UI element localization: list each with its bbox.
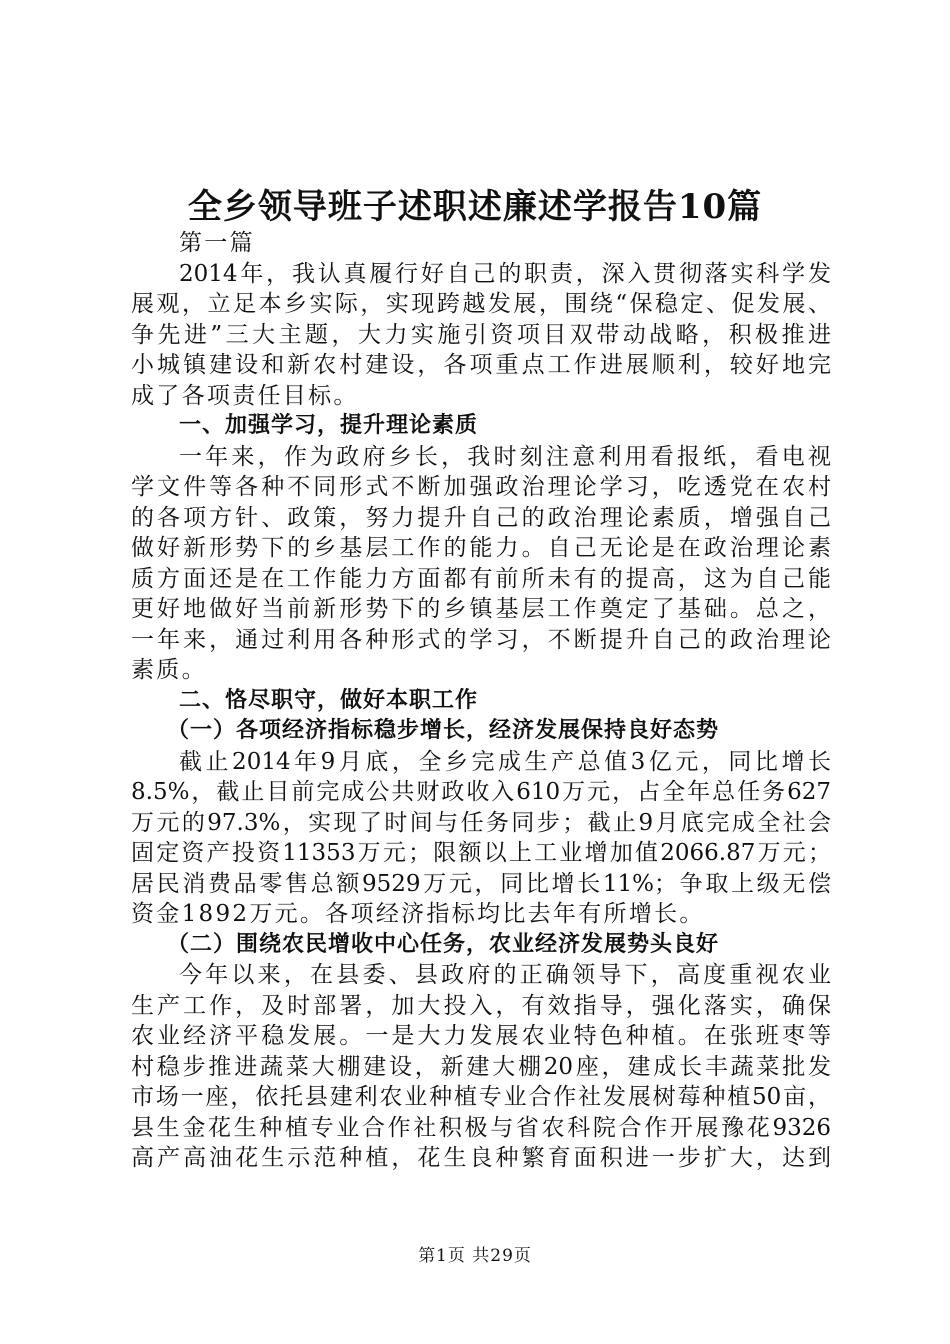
paragraph-line: 农业经济平稳发展。一是大力发展农业特色种植。在张班枣等 <box>131 1023 831 1049</box>
paragraph-line: 万元的97.3%，实现了时间与任务同步；截止9月底完成全社会 <box>131 809 831 836</box>
paragraph-line: 展观，立足本乡实际，实现跨越发展，围绕“保稳定、促发展、 <box>131 291 831 317</box>
paragraph-line: 更好地做好当前新形势下的乡镇基层工作奠定了基础。总之， <box>131 596 831 622</box>
paragraph-line: 质方面还是在工作能力方面都有前所未有的提高，这为自己能 <box>131 565 831 592</box>
section-heading: （一）各项经济指标稳步增长，经济发展保持良好态势 <box>167 718 720 743</box>
paragraph-line: 今年以来，在县委、县政府的正确领导下，高度重视农业 <box>179 962 831 988</box>
paragraph-line: 一年来，作为政府乡长，我时刻注意利用看报纸，看电视 <box>179 443 831 470</box>
page-footer: 第1页 共29页 <box>418 1246 532 1266</box>
paragraph-line: 争先进”三大主题，大力实施引资项目双带动战略，积极推进 <box>131 321 831 348</box>
paragraph-line: 固定资产投资11353万元；限额以上工业增加值2066.87万元； <box>131 840 831 866</box>
paragraph-line: 的各项方针、政策，努力提升自己的政治理论素质，增强自己 <box>131 504 831 531</box>
document-body <box>131 228 831 1174</box>
paragraph-line: 居民消费品零售总额9529万元，同比增长11%；争取上级无偿 <box>131 870 831 897</box>
section-heading: 一、加强学习，提升理论素质 <box>179 413 479 438</box>
paragraph-line: 村稳步推进蔬菜大棚建设，新建大棚20座，建成长丰蔬菜批发 <box>131 1053 831 1080</box>
paragraph-line: 小城镇建设和新农村建设，各项重点工作进展顺利，较好地完 <box>131 352 831 378</box>
paragraph-line: 一年来，通过利用各种形式的学习，不断提升自己的政治理论 <box>131 626 831 653</box>
paragraph-line: 资金1892万元。各项经济指标均比去年有所增长。 <box>131 901 705 927</box>
paragraph-line: 第一篇 <box>179 230 255 256</box>
paragraph-line: 市场一座，依托县建利农业种植专业合作社发展树莓种植50亩， <box>131 1084 831 1110</box>
paragraph-line: 做好新形势下的乡基层工作的能力。自己无论是在政治理论素 <box>131 535 831 561</box>
section-heading: 二、恪尽职守，做好本职工作 <box>179 687 479 713</box>
document-title: 全乡领导班子述职述廉述学报告10篇 <box>187 187 763 227</box>
paragraph-line: 学文件等各种不同形式不断加强政治理论学习，吃透党在农村 <box>131 474 831 500</box>
paragraph-line: 高产高油花生示范种植，花生良种繁育面积进一步扩大，达到 <box>131 1145 831 1171</box>
paragraph-line: 素质。 <box>131 657 207 683</box>
paragraph-line: 8.5%，截止目前完成公共财政收入610万元，占全年总任务627 <box>131 779 831 805</box>
paragraph-line: 县生金花生种植专业合作社积极与省农科院合作开展豫花9326 <box>131 1114 831 1141</box>
paragraph-line: 生产工作，及时部署，加大投入，有效指导，强化落实，确保 <box>131 992 831 1019</box>
paragraph-line: 成了各项责任目标。 <box>131 382 359 409</box>
section-heading: （二）围绕农民增收中心任务，农业经济发展势头良好 <box>167 931 720 957</box>
paragraph-line: 2014年，我认真履行好自己的职责，深入贯彻落实科学发 <box>179 260 831 287</box>
paragraph-line: 截止2014年9月底，全乡完成生产总值3亿元，同比增长 <box>179 748 831 775</box>
